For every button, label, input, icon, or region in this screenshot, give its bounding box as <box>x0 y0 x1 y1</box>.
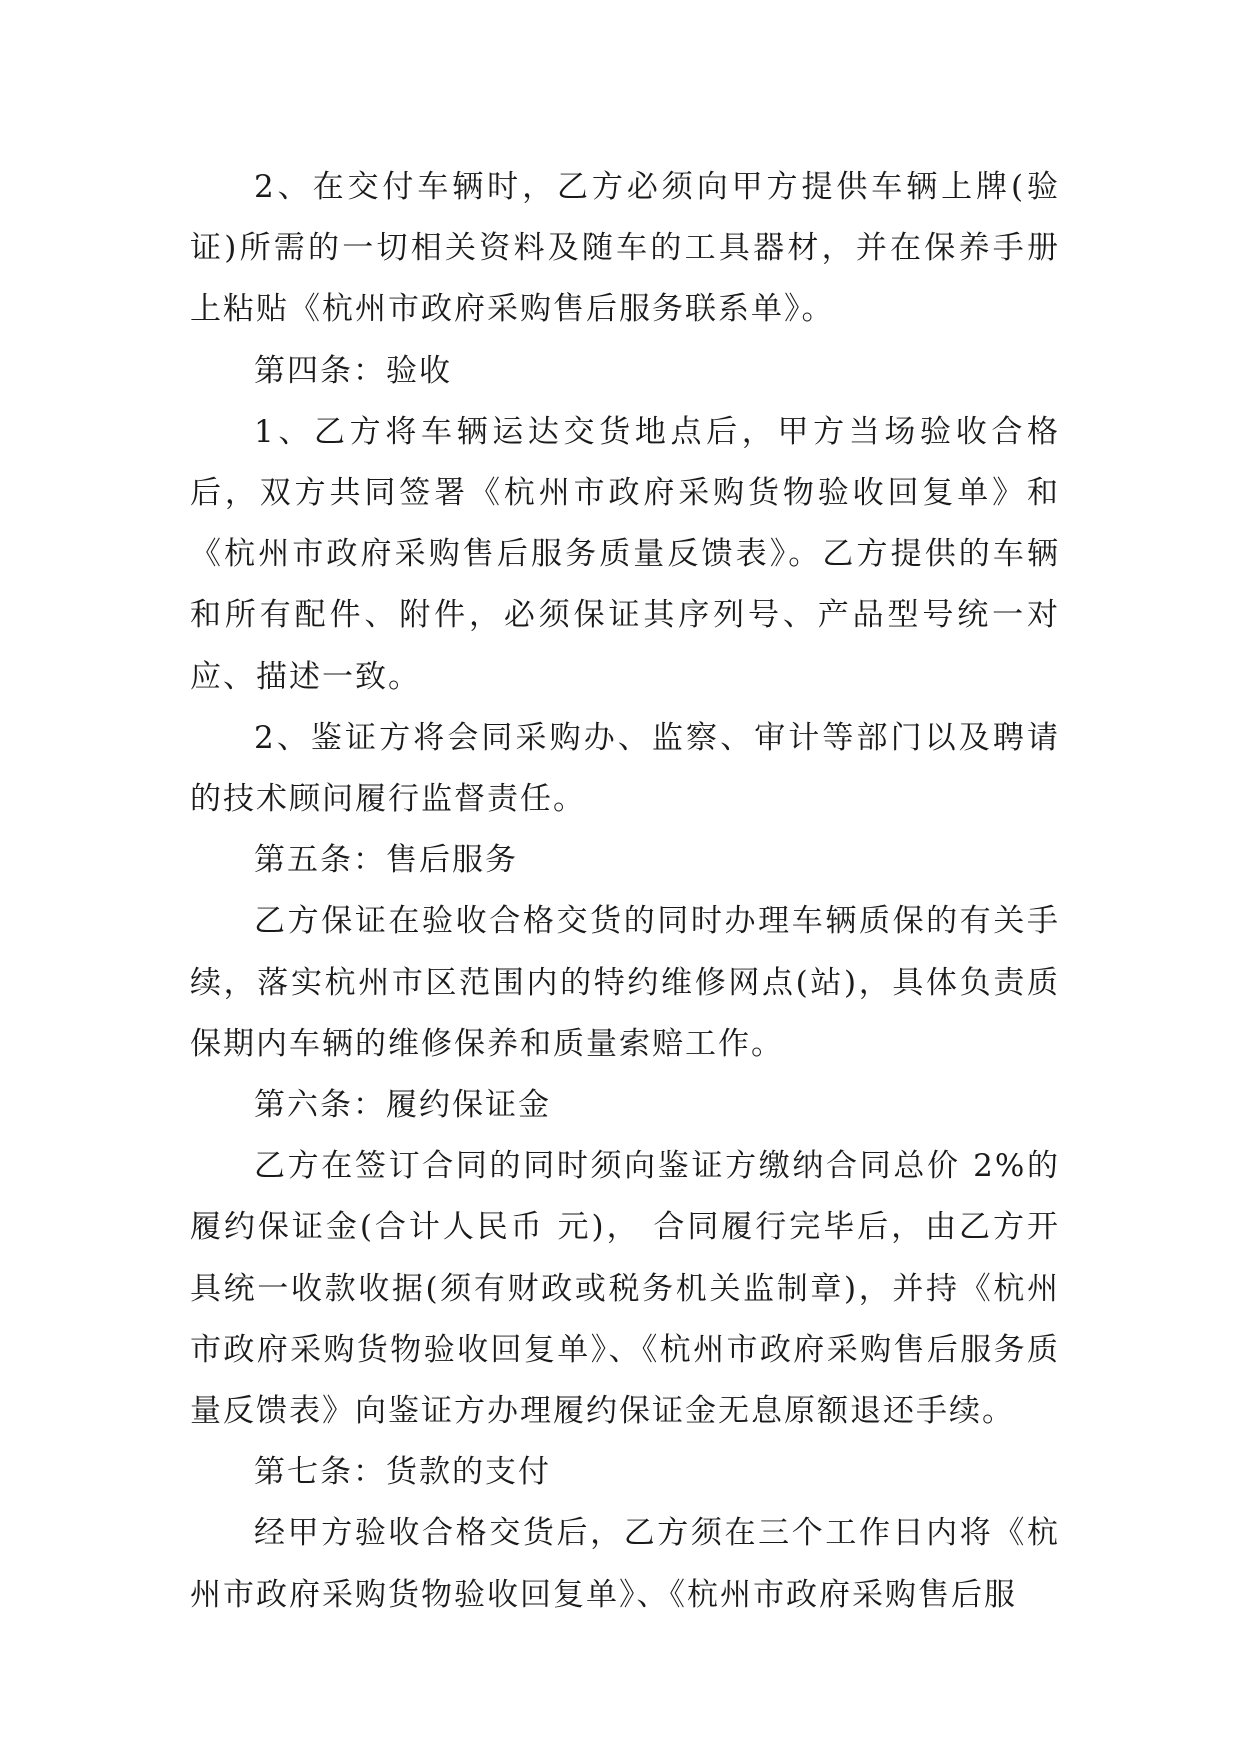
document-body <box>190 157 1060 1626</box>
article-4-heading: 第四条：验收 <box>254 352 452 389</box>
clause-4-item-2: 2、鉴证方将会同采购办、监察、审计等部门以及聘请的技术顾问履行监督责任。 <box>190 719 1060 818</box>
article-7-body: 经甲方验收合格交货后，乙方须在三个工作日内将《杭州市政府采购货物验收回复单》、《杭州市政府采购售后服 <box>190 1515 1060 1613</box>
article-6-body: 乙方在签订合同的同时须向鉴证方缴纳合同总价 2%的履约保证金(合计人民币 元)， 合同履行完毕后，由乙方开具统一收款收据(须有财政或税务机关监制章)，并持《杭州市政府采购货物验收回复单》、《杭州市政府采购售后服务质量反馈表》向鉴证方办理履约保证金无息原额退还手续。 <box>190 1148 1060 1430</box>
article-6-heading: 第六条：履约保证金 <box>254 1087 551 1124</box>
clause-3-item-2: 2、在交付车辆时，乙方必须向甲方提供车辆上牌(验证)所需的一切相关资料及随车的工具器材，并在保养手册上粘贴《杭州市政府采购售后服务联系单》。 <box>190 169 1060 328</box>
article-7-heading: 第七条：货款的支付 <box>254 1454 551 1491</box>
article-5-heading: 第五条：售后服务 <box>254 842 518 879</box>
clause-4-item-1: 1、乙方将车辆运达交货地点后，甲方当场验收合格后，双方共同签署《杭州市政府采购货物验收回复单》和《杭州市政府采购售后服务质量反馈表》。乙方提供的车辆和所有配件、附件，必须保证其序列号、产品型号统一对应、描述一致。 <box>190 413 1060 695</box>
article-5-body: 乙方保证在验收合格交货的同时办理车辆质保的有关手续，落实杭州市区范围内的特约维修网点(站)，具体负责质保期内车辆的维修保养和质量索赔工作。 <box>190 903 1060 1062</box>
